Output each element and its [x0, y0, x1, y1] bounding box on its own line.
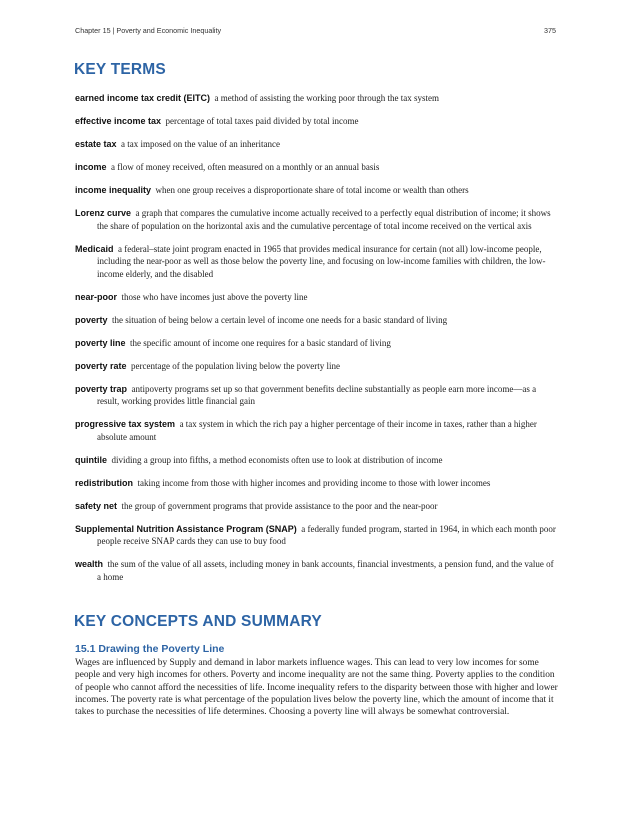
key-term-name: progressive tax system — [75, 419, 176, 429]
key-term-entry — [75, 207, 559, 232]
key-term-entry — [75, 477, 559, 490]
key-term-name: redistribution — [75, 477, 133, 488]
key-term-name: Lorenz curve — [75, 208, 132, 218]
key-term-entry — [75, 115, 559, 128]
key-term-entry — [75, 138, 559, 151]
key-term-entry — [75, 418, 559, 443]
key-term-name: income — [75, 162, 107, 172]
chapter-title: Chapter 15 | Poverty and Economic Inequality — [75, 26, 222, 35]
key-term-definition: a federally funded program, started in 1964, in which each month poor people receive SNAP cards they can use to buy food — [97, 523, 556, 546]
key-term-definition: the situation of being below a certain level of income one needs for a basic standard of living — [112, 314, 448, 325]
key-terms-list — [75, 92, 559, 594]
key-term-name: poverty line — [75, 337, 126, 348]
key-term-entry — [75, 337, 559, 350]
key-term-name: poverty rate — [75, 360, 127, 371]
key-terms-heading: KEY TERMS — [74, 61, 166, 78]
key-term-definition: percentage of total taxes paid divided by total income — [165, 116, 359, 126]
key-term-definition: a tax system in which the rich pay a higher percentage of their income in taxes, rather than a higher absolute amount — [97, 419, 537, 442]
key-term-name: Medicaid — [75, 243, 114, 254]
key-term-name: wealth — [75, 559, 104, 569]
key-term-definition: the group of government programs that provide assistance to the poor and the near-poor — [121, 500, 438, 511]
key-term-entry — [75, 523, 559, 548]
key-term-definition: percentage of the population living below the poverty line — [131, 360, 340, 371]
key-term-entry — [75, 184, 559, 197]
key-term-definition: the sum of the value of all assets, including money in bank accounts, financial investments, a pension fund, and the value of a home — [97, 559, 554, 582]
key-term-definition: a tax imposed on the value of an inheritance — [121, 139, 280, 149]
key-term-entry — [75, 314, 559, 327]
subsection-title: 15.1 Drawing the Poverty Line — [75, 643, 225, 655]
key-term-entry — [75, 360, 559, 373]
key-concepts-heading: KEY CONCEPTS AND SUMMARY — [74, 613, 322, 630]
key-term-definition: taking income from those with higher incomes and providing income to those with lower incomes — [137, 477, 491, 488]
key-term-entry — [75, 454, 559, 467]
key-term-entry — [75, 500, 559, 513]
key-term-name: effective income tax — [75, 116, 162, 126]
key-term-name: poverty — [75, 314, 108, 325]
key-term-entry — [75, 291, 559, 304]
page-number: 375 — [544, 26, 556, 35]
summary-paragraph: Wages are influenced by Supply and demand in labor markets influence wages. This can lead to very low incomes for some people and very high incomes for others. Poverty and income inequality are not the same thing. Poverty applies to the condition of people who cannot afford the necessities of life. Income inequality refers to the disparity between those with higher and lower incomes. The poverty rate is what percentage of the population lives below the poverty line, which the amount of income that it takes to purchase the necessities of life determines. Choosing a poverty line will always be somewhat controversial. — [75, 658, 558, 718]
key-term-name: quintile — [75, 454, 107, 465]
key-term-entry — [75, 558, 559, 583]
key-term-name: near-poor — [75, 291, 118, 302]
key-term-definition: a federal–state joint program enacted in 1965 that provides medical insurance for certain (not all) low-income people, including the near-poor as well as those below the poverty line, and focusing on low-income families with children, the low-income elderly, and the disabled — [97, 243, 546, 279]
key-term-definition: dividing a group into fifths, a method economists often use to look at distribution of income — [111, 454, 443, 465]
key-term-name: income inequality — [75, 185, 152, 195]
key-term-name: Supplemental Nutrition Assistance Program (SNAP) — [75, 523, 297, 534]
running-header — [75, 26, 556, 35]
key-term-entry — [75, 383, 559, 408]
key-term-definition: a flow of money received, often measured on a monthly or an annual basis — [111, 162, 380, 172]
key-term-entry — [75, 161, 559, 174]
key-term-name: safety net — [75, 500, 118, 511]
key-term-name: poverty trap — [75, 383, 128, 394]
key-term-definition: the specific amount of income one requires for a basic standard of living — [130, 337, 391, 348]
key-term-definition: when one group receives a disproportionate share of total income or wealth than others — [155, 185, 469, 195]
key-term-name: estate tax — [75, 139, 117, 149]
key-term-name: earned income tax credit (EITC) — [75, 93, 211, 103]
key-term-definition: those who have incomes just above the poverty line — [121, 291, 308, 302]
key-term-entry — [75, 243, 559, 281]
key-term-definition: antipoverty programs set up so that government benefits decline substantially as people earn more income—as a result, working provides little financial gain — [97, 383, 537, 406]
key-term-entry — [75, 92, 559, 105]
key-term-definition: a graph that compares the cumulative income actually received to a perfectly equal distribution of income; it shows the share of population on the horizontal axis and the cumulative percentage of total income received on the vertical axis — [97, 208, 551, 231]
key-term-definition: a method of assisting the working poor through the tax system — [214, 93, 440, 103]
